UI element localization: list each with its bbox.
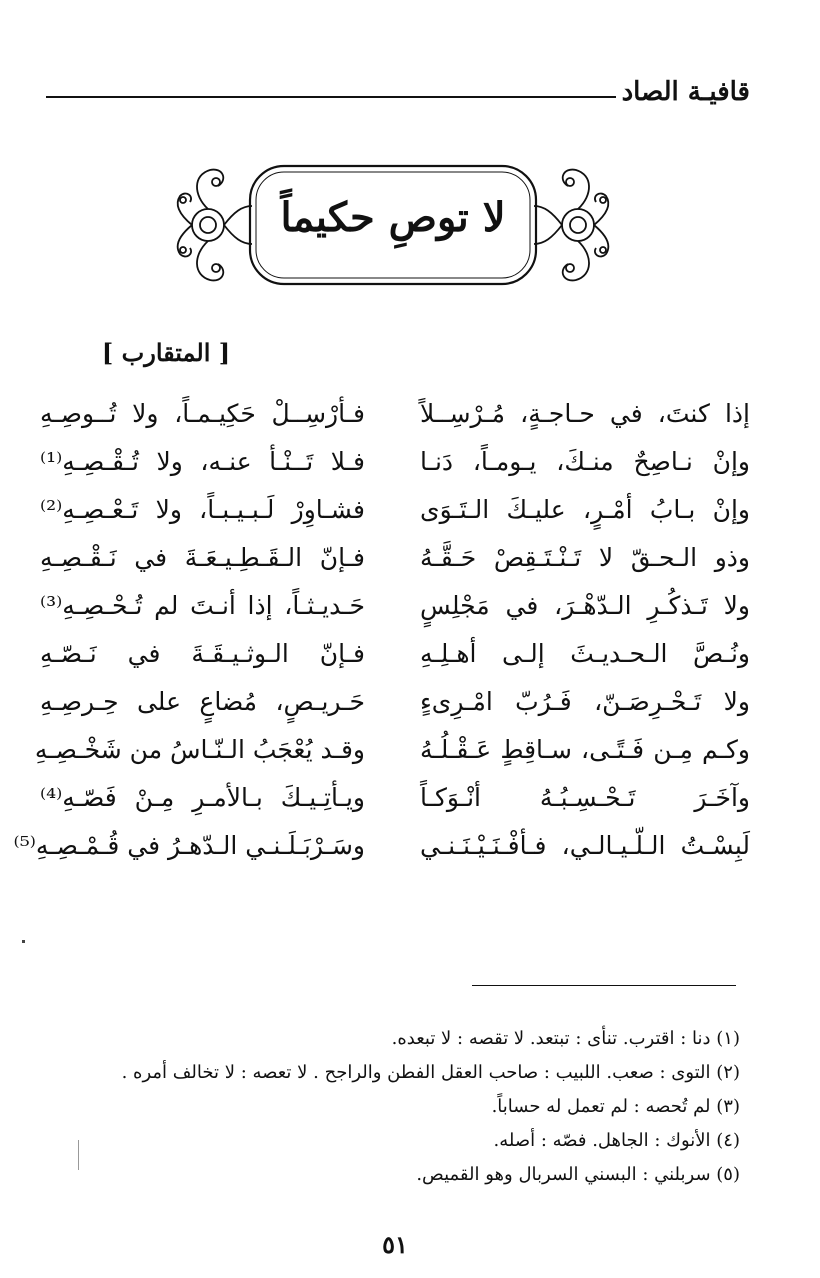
page-number: ٥١ <box>382 1230 408 1259</box>
verse-first-hemistich: وإنْ بـابُ أمْـرٍ، عليـكَ الـتَـوَى <box>420 495 750 524</box>
header-rule <box>46 96 616 98</box>
footnote: (٥) سربلني : البسني السربال وهو القميص. <box>416 1164 740 1185</box>
verse-first-hemistich: ولا تَـذكُـرِ الـدّهْـرَ، في مَجْلِسٍ <box>420 591 750 620</box>
page-header <box>46 72 750 112</box>
footnote: (٤) الأنوك : الجاهل. فصّه : أصله. <box>493 1130 740 1151</box>
verse-second-hemistich: وقـد يُعْجَبُ الـنّـاسُ من شَخْـصِـهِ <box>34 735 365 764</box>
verse-second-hemistich: فـأرْسِــلْ حَكِيـمـاً، ولا تُــوصِـهِ <box>40 399 365 428</box>
poem-body <box>13 392 750 872</box>
chapter-title: قافيـة الصاد <box>621 77 750 107</box>
scan-speck <box>22 940 25 943</box>
verse <box>30 488 750 536</box>
scan-mark <box>78 1140 79 1170</box>
poem-title: لا توصِ حكيماً <box>280 194 506 241</box>
verse-first-hemistich: إذا كنتَ، في حـاجـةٍ، مُـرْسِــلاً <box>420 399 750 428</box>
verse-first-hemistich: ونُـصَّ الـحـديـثَ إلـى أهـلِـهِ <box>420 639 750 668</box>
verse <box>30 728 750 776</box>
verse <box>30 440 750 488</box>
verse <box>30 584 750 632</box>
verse-first-hemistich: وآخَـرَ تَـحْـسِـبُـهُ أنْـوَكـاً <box>420 783 750 812</box>
verse <box>30 776 750 824</box>
poem-meter: [ المتقارب ] <box>101 338 231 367</box>
verse-second-hemistich: حَـديـثـاً، إذا أنـتَ لم تُـحْـصِـهِ⁽³⁾ <box>40 591 365 620</box>
verse-first-hemistich: وكـم مِـن فَـتًـى، سـاقِطٍ عَـقْـلُـهُ <box>420 735 750 764</box>
verse-second-hemistich: فـإنّ الـوثـيـقَـةَ في نَـصّـهِ <box>40 639 365 668</box>
verse <box>30 392 750 440</box>
poem-title-frame <box>168 160 618 290</box>
verse <box>13 824 750 872</box>
verse <box>30 536 750 584</box>
verse-second-hemistich: وسَـرْبَـلَـنـي الـدّهـرُ في قُـمْـصِـهِ⁽⁵⁾ <box>13 831 365 860</box>
verse-first-hemistich: وإنْ نـاصِحٌ منـكَ، يـومـاً، دَنـا <box>420 447 750 476</box>
verse-first-hemistich: لَبِسْـتُ الـلّـيـالـي، فـأفْـنَـيْـنَـنـي <box>420 831 750 860</box>
verse-first-hemistich: ولا تَـحْـرِصَـنّ، فَـرُبّ امْـرِىءٍ <box>420 687 750 716</box>
verse-first-hemistich: وذو الـحـقّ لا تَـنْـتَـقِصْ حَـقَّـهُ <box>420 543 750 572</box>
verse-second-hemistich: فشـاوِرْ لَـبـيـبـاً، ولا تَـعْـصِـهِ⁽²⁾ <box>40 495 365 524</box>
footnote: (١) دنا : اقترب. تنأى : تبتعد. لا تقصه : لا تبعده. <box>391 1028 740 1049</box>
verse <box>30 680 750 728</box>
footnote-rule <box>472 985 736 986</box>
footnote: (٢) التوى : صعب. اللبيب : صاحب العقل الفطن والراجح . لا تعصه : لا تخالف أمره . <box>121 1062 740 1083</box>
verse-second-hemistich: حَـريـصٍ، مُضاعٍ على حِـرصِـهِ <box>40 687 365 716</box>
footnote: (٣) لم تُحصه : لم تعمل له حساباً. <box>491 1096 740 1117</box>
footnotes <box>60 1022 740 1192</box>
verse-second-hemistich: فـلا تَــنْـأ عنـه، ولا تُـقْـصِـهِ⁽¹⁾ <box>40 447 365 476</box>
verse <box>30 632 750 680</box>
verse-second-hemistich: ويـأتِـيـكَ بـالأمـرِ مِـنْ فَصّـهِ⁽⁴⁾ <box>40 783 365 812</box>
verse-second-hemistich: فـإنّ الـقَـطِـيـعَـةَ في نَـقْـصِـهِ <box>40 543 365 572</box>
